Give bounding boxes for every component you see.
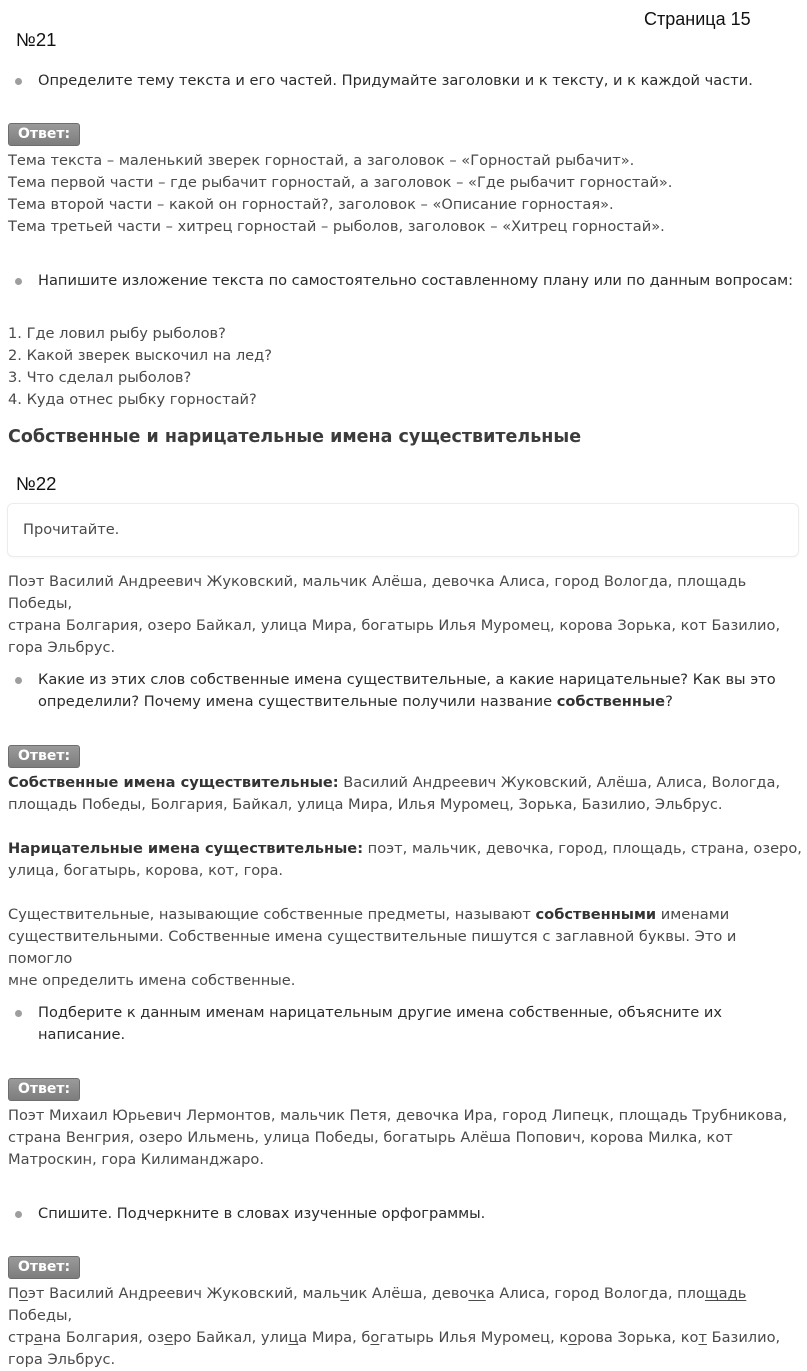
text-segment: гатырь Илья Муромец, к	[379, 1329, 569, 1346]
question-line: Подберите к данным именам нарицательным другие имена собственные, объясните их	[38, 1004, 722, 1021]
answer-line: площадь Победы, Болгария, Байкал, улица Мира, Илья Муромец, Зорька, Базилио, Эльбрус.	[8, 796, 723, 813]
underlined-orthogram: т	[698, 1329, 707, 1346]
answer-badge: Ответ:	[8, 1256, 80, 1279]
answer-line: Тема третьей части – хитрец горностай – рыболов, заголовок – «Хитрец горностай».	[8, 218, 665, 235]
text-segment: эт Василий Андреевич Жуковский, маль	[27, 1285, 341, 1302]
plan-question: 3. Что сделал рыболов?	[8, 369, 192, 386]
text-line: Поэт Василий Андреевич Жуковский, мальчик Алёша, девочка Алиса, город Вологда, площадь Победы,	[8, 573, 747, 612]
text-segment: на Болгария, оз	[42, 1329, 165, 1346]
common-nouns-answer	[8, 838, 803, 882]
question-line: Какие из этих слов собственные имена существительные, а какие нарицательные? Как вы это	[38, 671, 776, 688]
answer-line: гора Эльбрус.	[8, 1351, 116, 1368]
question-text	[38, 669, 776, 713]
underlined-orthogram: а	[33, 1329, 43, 1346]
question-mark: ?	[665, 693, 673, 710]
task-22-text	[8, 571, 803, 659]
text-segment: а Алиса, город Вологда, пло	[485, 1285, 705, 1302]
task-22-question-2	[15, 1002, 722, 1046]
answer-badge: Ответ:	[8, 1078, 80, 1101]
emphasis: собственные	[556, 693, 666, 710]
answer-line	[8, 1327, 803, 1349]
plan-question: 4. Куда отнес рыбку горностай?	[8, 391, 257, 408]
underlined-orthogram: о	[18, 1285, 28, 1302]
question-line: написание.	[38, 1026, 126, 1043]
emphasis: собственными	[535, 906, 657, 923]
answer-line: Тема первой части – где рыбачит горностай, а заголовок – «Где рыбачит горностай».	[8, 174, 673, 191]
plan-question: 1. Где ловил рыбу рыболов?	[8, 325, 226, 342]
answer-line: Поэт Михаил Юрьевич Лермонтов, мальчик Петя, девочка Ира, город Липецк, площадь Трубникова,	[8, 1107, 788, 1124]
section-heading: Собственные и нарицательные имена существительные	[8, 427, 582, 447]
task-22-answer-2	[8, 1105, 803, 1171]
text-segment: рова Зорька, ко	[577, 1329, 699, 1346]
question-text: Напишите изложение текста по самостоятельно составленному плану или по данным вопросам:	[38, 272, 794, 289]
explanation	[8, 904, 803, 992]
task-21-question-1	[15, 70, 753, 92]
answer-line: страна Венгрия, озеро Ильмень, улица Победы, богатырь Алёша Попович, корова Милка, кот	[8, 1129, 733, 1146]
text-segment: а Мира, б	[298, 1329, 371, 1346]
underlined-orthogram: е	[164, 1329, 174, 1346]
answer-line: существительными. Собственные имена существительные пишутся с заглавной буквы. Это и помогло	[8, 928, 737, 967]
underlined-orthogram: ц	[288, 1329, 299, 1346]
bullet-icon	[15, 1010, 22, 1017]
task-21-plan-questions	[8, 323, 803, 411]
text-segment: ик Алёша, дево	[348, 1285, 469, 1302]
text-segment: Базилио,	[706, 1329, 781, 1346]
task-21-question-2	[15, 270, 793, 292]
answer-line: Матроскин, гора Килиманджаро.	[8, 1151, 264, 1168]
proper-nouns-answer	[8, 772, 803, 816]
task-22-answer-3	[8, 1283, 803, 1371]
answer-line: Существительные, называющие собственные предметы, называют	[8, 906, 536, 923]
instruction-text: Прочитайте.	[23, 521, 120, 538]
text-segment: Победы,	[8, 1307, 73, 1324]
answer-line: улица, богатырь, корова, кот, гора.	[8, 862, 284, 879]
underlined-orthogram: ч	[340, 1285, 349, 1302]
task-21-answer	[8, 150, 803, 238]
text-line: страна Болгария, озеро Байкал, улица Мира, богатырь Илья Муромец, корова Зорька, кот Базилио,	[8, 617, 781, 634]
answer-line: Тема текста – маленький зверек горностай, а заголовок – «Горностай рыбачит».	[8, 152, 635, 169]
text-segment: П	[8, 1285, 19, 1302]
page-number: Страница 15	[644, 9, 751, 29]
instruction-box	[7, 503, 799, 557]
plan-question: 2. Какой зверек выскочил на лед?	[8, 347, 272, 364]
answer-line: Тема второй части – какой он горностай?, заголовок – «Описание горностая».	[8, 196, 614, 213]
answer-line: мне определить имена собственные.	[8, 972, 296, 989]
answer-line: поэт, мальчик, девочка, город, площадь, страна, озеро,	[363, 840, 802, 857]
answer-line: Василий Андреевич Жуковский, Алёша, Алиса, Вологда,	[338, 774, 781, 791]
underlined-orthogram: о	[370, 1329, 380, 1346]
answer-badge: Ответ:	[8, 123, 80, 146]
task-22-number: №22	[16, 473, 57, 494]
question-text: Определите тему текста и его частей. Придумайте заголовки и к тексту, и к каждой части.	[38, 72, 753, 89]
bullet-icon	[15, 677, 22, 684]
answer-line: именами	[656, 906, 730, 923]
answer-line	[8, 1283, 803, 1327]
text-segment: ро Байкал, ули	[173, 1329, 289, 1346]
bullet-icon	[15, 278, 22, 285]
proper-nouns-label: Собственные имена существительные:	[8, 774, 339, 791]
text-segment: стр	[8, 1329, 34, 1346]
text-line: гора Эльбрус.	[8, 639, 116, 656]
task-22-question-1	[15, 669, 776, 713]
bullet-icon	[15, 78, 22, 85]
underlined-orthogram: чк	[468, 1285, 486, 1302]
underlined-orthogram: о	[568, 1329, 578, 1346]
question-line: определили? Почему имена существительные получили название	[38, 693, 557, 710]
task-22-question-3	[15, 1203, 485, 1225]
common-nouns-label: Нарицательные имена существительные:	[8, 840, 364, 857]
underlined-orthogram: щадь	[704, 1285, 747, 1302]
bullet-icon	[15, 1211, 22, 1218]
question-text: Спишите. Подчеркните в словах изученные орфограммы.	[38, 1205, 486, 1222]
answer-badge: Ответ:	[8, 745, 80, 768]
task-21-number: №21	[16, 29, 57, 50]
question-text	[38, 1002, 722, 1046]
